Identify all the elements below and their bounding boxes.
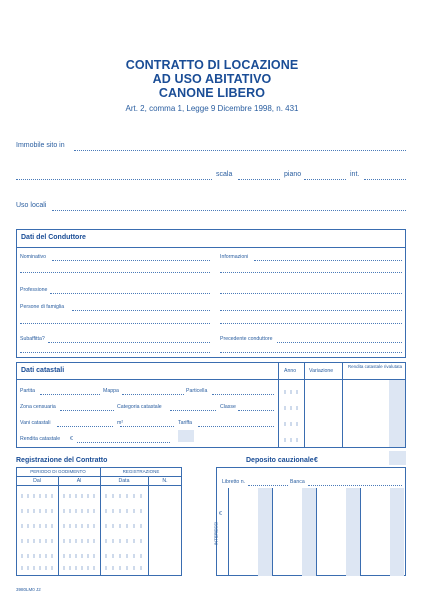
zona-field[interactable] [60, 410, 114, 411]
professione-label: Professione [20, 287, 48, 293]
shaded-cell [178, 430, 194, 442]
vani-field[interactable] [57, 426, 113, 427]
particella-field[interactable] [212, 394, 274, 395]
rendita-field[interactable] [77, 442, 170, 443]
classe-label: Classe [220, 404, 236, 410]
subaffitta-label: Subaffitta? [20, 336, 45, 342]
int-label: int. [350, 171, 360, 178]
address-field[interactable] [16, 179, 212, 180]
categoria-field[interactable] [170, 410, 216, 411]
divider [16, 247, 406, 248]
immobile-field[interactable] [74, 150, 406, 151]
libretto-label: Libretto n. [222, 479, 246, 485]
mappa-label: Mappa [103, 388, 119, 394]
divider [16, 379, 406, 380]
title-line-3: CANONE LIBERO [158, 86, 266, 100]
anno-header: Anno [284, 368, 297, 374]
catastali-box [16, 362, 406, 448]
immobile-label: Immobile sito in [16, 142, 65, 149]
banca-field[interactable] [308, 485, 402, 486]
precedente-label: Precedente conduttore [220, 336, 273, 342]
divider [304, 362, 305, 448]
divider [16, 476, 182, 477]
divider [228, 488, 229, 576]
precedente-field[interactable] [277, 342, 402, 343]
interessi-column[interactable] [390, 488, 404, 576]
uso-locali-field[interactable] [52, 210, 406, 211]
al-header: Al [76, 478, 82, 484]
professione-field[interactable] [50, 293, 210, 294]
subaffitta-field[interactable] [48, 342, 210, 343]
tariffa-field[interactable] [198, 426, 274, 427]
partita-field[interactable] [40, 394, 100, 395]
divider [360, 488, 361, 576]
deposito-title: Deposito cauzionale [246, 457, 314, 464]
scala-label: scala [216, 171, 233, 178]
persone-famiglia-field-2[interactable] [20, 323, 210, 324]
dal-header: Dal [33, 478, 41, 484]
interessi-column[interactable] [302, 488, 316, 576]
mq-field[interactable] [120, 426, 174, 427]
conduttore-title: Dati del Conduttore [21, 234, 86, 241]
tariffa-label: Tariffa [178, 420, 193, 426]
piano-field[interactable] [304, 179, 346, 180]
precedente-field-2[interactable] [220, 352, 402, 353]
mappa-field[interactable] [122, 394, 184, 395]
anno-tick-marks [279, 380, 304, 447]
title-line-2: AD USO ABITATIVO [152, 72, 272, 86]
periodo-header: PERIODO DI GODIMENTO [30, 469, 86, 474]
vani-label: Vani catastali [20, 420, 51, 426]
int-field[interactable] [364, 179, 406, 180]
deposito-amount-box[interactable] [389, 451, 406, 465]
uso-locali-label: Uso locali [16, 202, 47, 209]
informazioni-field-5[interactable] [220, 323, 402, 324]
legal-reference: Art. 2, comma 1, Legge 9 Dicembre 1998, n. 431 [125, 104, 299, 113]
interessi-column[interactable] [346, 488, 360, 576]
informazioni-field[interactable] [254, 260, 402, 261]
nominativo-field[interactable] [52, 260, 210, 261]
title-line-1: CONTRATTO DI LOCAZIONE [125, 58, 299, 72]
variazione-header: Variazione [309, 368, 334, 374]
form-code: 3980LM0 J2 [16, 587, 41, 592]
interessi-column[interactable] [258, 488, 272, 576]
registrazione-date-ticks [16, 486, 182, 576]
registrazione-header: REGISTRAZIONE [122, 469, 160, 474]
classe-field[interactable] [238, 410, 274, 411]
shaded-column [389, 380, 405, 447]
interessi-euro: € [219, 511, 222, 517]
informazioni-field-3[interactable] [220, 293, 402, 294]
nominativo-label: Nominativo [20, 254, 46, 260]
divider [316, 488, 317, 576]
persone-famiglia-label: Persone di famiglia [20, 304, 65, 310]
libretto-field[interactable] [248, 485, 288, 486]
data-header: Data [118, 478, 130, 484]
rendita-label: Rendita catastale [20, 436, 61, 442]
zona-label: Zona censuaria [20, 404, 56, 410]
divider [342, 362, 343, 448]
mq-label: m² [117, 420, 124, 426]
divider [272, 488, 273, 576]
scala-field[interactable] [238, 179, 280, 180]
registrazione-title: Registrazione del Contratto [16, 457, 108, 464]
interessi-label: INTERESSI [213, 521, 219, 546]
informazioni-label: Informazioni [220, 254, 249, 260]
deposito-euro: € [314, 457, 318, 464]
catastali-title: Dati catastali [21, 367, 65, 374]
banca-label: Banca [290, 479, 305, 485]
informazioni-field-2[interactable] [220, 272, 402, 273]
nominativo-field-2[interactable] [20, 272, 210, 273]
numero-header: N. [162, 478, 168, 484]
subaffitta-field-2[interactable] [20, 352, 210, 353]
euro-symbol: € [70, 436, 73, 442]
piano-label: piano [284, 171, 302, 178]
rendita-rivalutata-header: Rendita catastale rivalutata [347, 364, 403, 369]
persone-famiglia-field[interactable] [72, 310, 210, 311]
partita-label: Partita [20, 388, 35, 394]
informazioni-field-4[interactable] [220, 310, 402, 311]
categoria-label: Categoria catastale [117, 404, 162, 410]
particella-label: Particella [186, 388, 208, 394]
